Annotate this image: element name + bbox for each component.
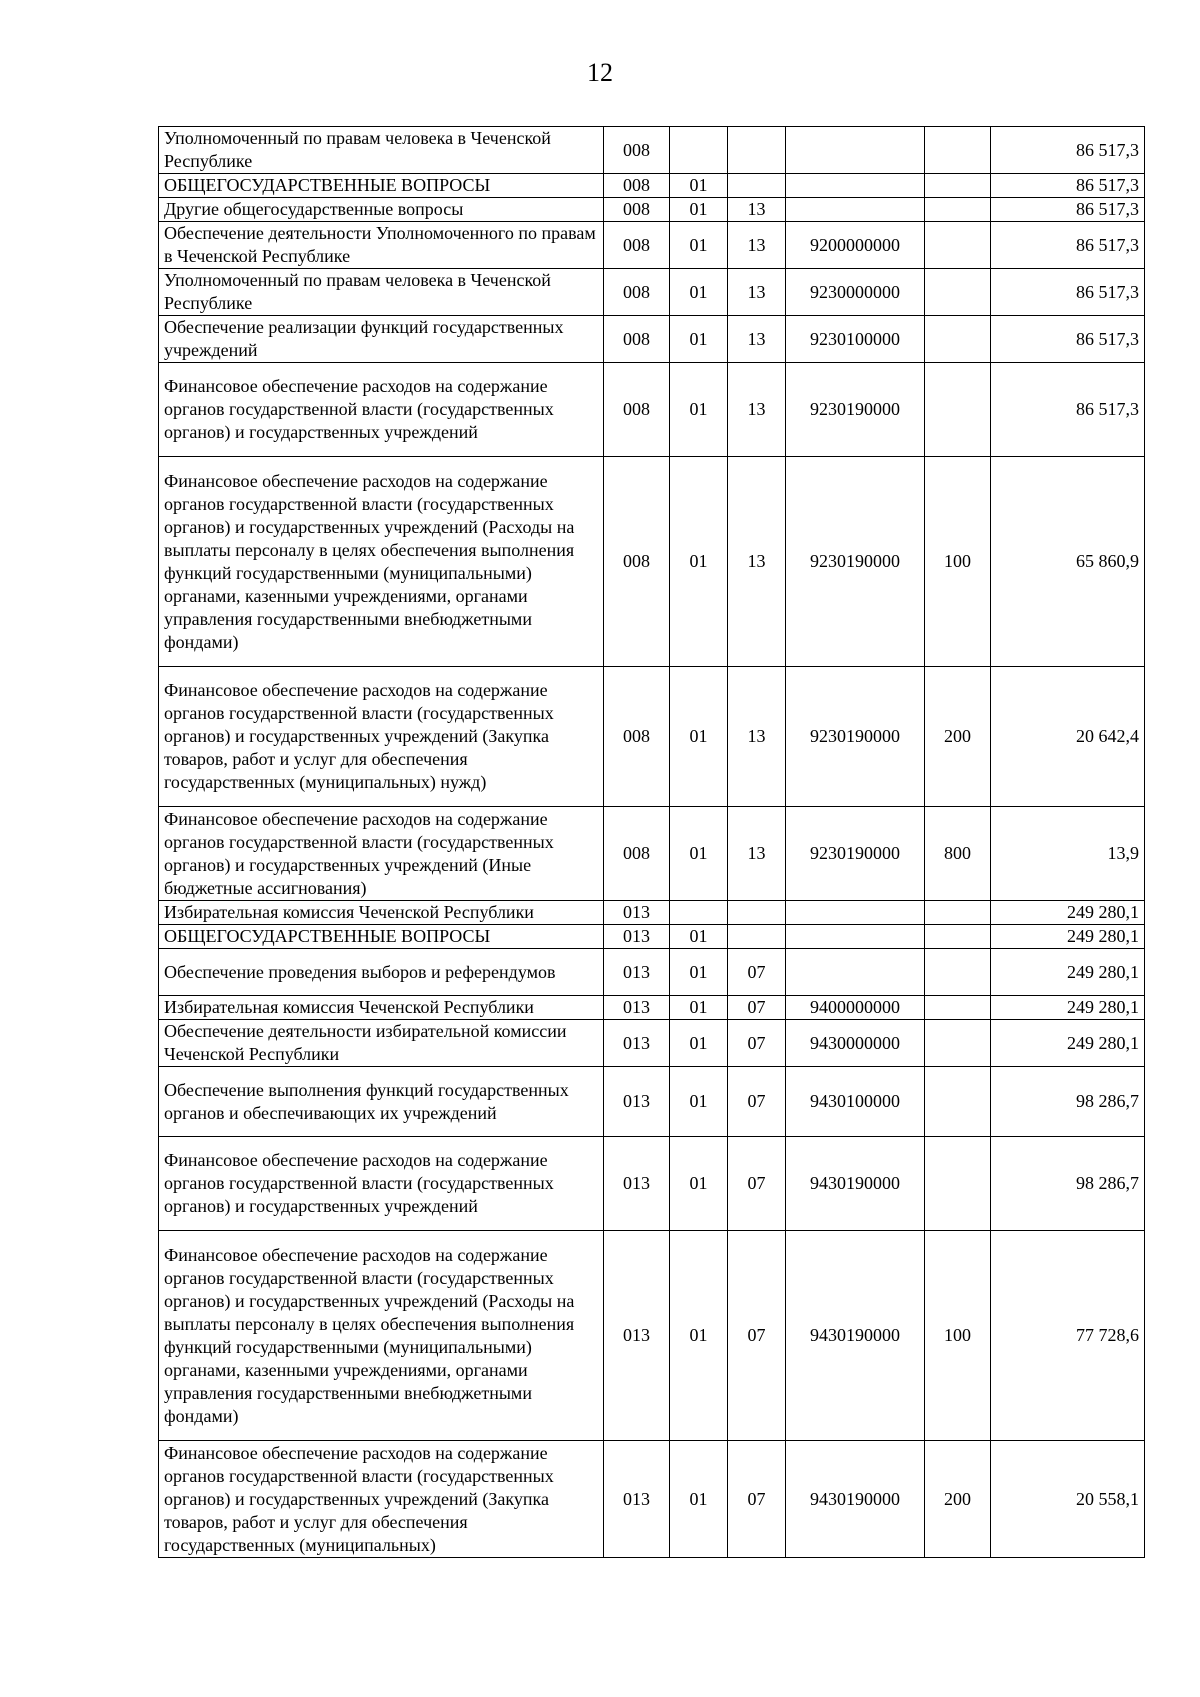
table-row xyxy=(159,949,1145,996)
amount-cell: 86 517,3 xyxy=(991,269,1145,316)
target-code-cell: 9230000000 xyxy=(786,269,925,316)
target-code-cell: 9200000000 xyxy=(786,222,925,269)
target-code-cell xyxy=(786,174,925,198)
target-code-cell: 9430190000 xyxy=(786,1441,925,1558)
expense-type-cell xyxy=(925,316,991,363)
row-name-cell: Уполномоченный по правам человека в Чеченской Республике xyxy=(159,269,604,316)
ministry-code-cell: 008 xyxy=(604,667,670,807)
subsection-code-cell: 07 xyxy=(728,1020,786,1067)
page-number: 12 xyxy=(587,58,613,87)
section-code-cell: 01 xyxy=(670,807,728,901)
row-name-cell: Другие общегосударственные вопросы xyxy=(159,198,604,222)
row-name-cell: Финансовое обеспечение расходов на содержание органов государственной власти (государственных органов) и государственных учреждений (Закупка товаров, работ и услуг для обеспечения государственных (муниципальных) нужд) xyxy=(159,667,604,807)
row-name-cell: Финансовое обеспечение расходов на содержание органов государственной власти (государственных органов) и государственных учреждений (Закупка товаров, работ и услуг для обеспечения государственных (муниципальных) xyxy=(159,1441,604,1558)
amount-cell: 98 286,7 xyxy=(991,1137,1145,1231)
table-row xyxy=(159,269,1145,316)
subsection-code-cell: 13 xyxy=(728,667,786,807)
section-code-cell: 01 xyxy=(670,1067,728,1137)
section-code-cell: 01 xyxy=(670,269,728,316)
ministry-code-cell: 008 xyxy=(604,363,670,457)
row-name-cell: Обеспечение деятельности избирательной комиссии Чеченской Республики xyxy=(159,1020,604,1067)
expense-type-cell xyxy=(925,127,991,174)
expense-type-cell: 100 xyxy=(925,1231,991,1441)
amount-cell: 20 642,4 xyxy=(991,667,1145,807)
section-code-cell: 01 xyxy=(670,222,728,269)
amount-cell: 13,9 xyxy=(991,807,1145,901)
expense-type-cell xyxy=(925,949,991,996)
table-row xyxy=(159,1020,1145,1067)
target-code-cell: 9430000000 xyxy=(786,1020,925,1067)
amount-cell: 65 860,9 xyxy=(991,457,1145,667)
expense-type-cell xyxy=(925,1020,991,1067)
ministry-code-cell: 013 xyxy=(604,996,670,1020)
ministry-code-cell: 008 xyxy=(604,269,670,316)
subsection-code-cell: 13 xyxy=(728,316,786,363)
amount-cell: 249 280,1 xyxy=(991,949,1145,996)
row-name-cell: Избирательная комиссия Чеченской Республики xyxy=(159,996,604,1020)
amount-cell: 20 558,1 xyxy=(991,1441,1145,1558)
target-code-cell: 9430190000 xyxy=(786,1137,925,1231)
ministry-code-cell: 013 xyxy=(604,1020,670,1067)
subsection-code-cell: 13 xyxy=(728,222,786,269)
subsection-code-cell: 07 xyxy=(728,1231,786,1441)
table-row xyxy=(159,901,1145,925)
section-code-cell xyxy=(670,127,728,174)
expense-type-cell: 200 xyxy=(925,667,991,807)
section-code-cell xyxy=(670,901,728,925)
budget-table xyxy=(158,126,1145,1558)
expense-type-cell xyxy=(925,1067,991,1137)
section-code-cell: 01 xyxy=(670,457,728,667)
amount-cell: 86 517,3 xyxy=(991,222,1145,269)
subsection-code-cell xyxy=(728,925,786,949)
target-code-cell: 9230100000 xyxy=(786,316,925,363)
table-row xyxy=(159,198,1145,222)
section-code-cell: 01 xyxy=(670,1020,728,1067)
row-name-cell: Финансовое обеспечение расходов на содержание органов государственной власти (государственных органов) и государственных учреждений xyxy=(159,1137,604,1231)
target-code-cell xyxy=(786,127,925,174)
table-row xyxy=(159,807,1145,901)
subsection-code-cell: 07 xyxy=(728,1067,786,1137)
section-code-cell: 01 xyxy=(670,198,728,222)
ministry-code-cell: 013 xyxy=(604,1137,670,1231)
subsection-code-cell xyxy=(728,174,786,198)
ministry-code-cell: 008 xyxy=(604,807,670,901)
section-code-cell: 01 xyxy=(670,174,728,198)
target-code-cell xyxy=(786,949,925,996)
target-code-cell: 9430100000 xyxy=(786,1067,925,1137)
expense-type-cell xyxy=(925,198,991,222)
table-row xyxy=(159,1231,1145,1441)
table-row xyxy=(159,996,1145,1020)
section-code-cell: 01 xyxy=(670,316,728,363)
table-row xyxy=(159,174,1145,198)
target-code-cell: 9230190000 xyxy=(786,457,925,667)
table-row xyxy=(159,222,1145,269)
target-code-cell: 9230190000 xyxy=(786,807,925,901)
subsection-code-cell: 13 xyxy=(728,457,786,667)
target-code-cell: 9400000000 xyxy=(786,996,925,1020)
table-row xyxy=(159,127,1145,174)
row-name-cell: Обеспечение выполнения функций государственных органов и обеспечивающих их учреждений xyxy=(159,1067,604,1137)
target-code-cell xyxy=(786,925,925,949)
row-name-cell: Обеспечение деятельности Уполномоченного по правам в Чеченской Республике xyxy=(159,222,604,269)
amount-cell: 86 517,3 xyxy=(991,174,1145,198)
section-code-cell: 01 xyxy=(670,1137,728,1231)
ministry-code-cell: 013 xyxy=(604,1067,670,1137)
section-code-cell: 01 xyxy=(670,667,728,807)
amount-cell: 86 517,3 xyxy=(991,316,1145,363)
subsection-code-cell: 13 xyxy=(728,807,786,901)
ministry-code-cell: 008 xyxy=(604,198,670,222)
expense-type-cell xyxy=(925,996,991,1020)
row-name-cell: Финансовое обеспечение расходов на содержание органов государственной власти (государственных органов) и государственных учреждений (Расходы на выплаты персоналу в целях обеспечения выполнения функций государственными (муниципальными) органами, казенными учреждениями, органами управления государственными внебюджетными фондами) xyxy=(159,457,604,667)
section-code-cell: 01 xyxy=(670,363,728,457)
row-name-cell: Обеспечение реализации функций государственных учреждений xyxy=(159,316,604,363)
target-code-cell: 9230190000 xyxy=(786,363,925,457)
expense-type-cell xyxy=(925,363,991,457)
section-code-cell: 01 xyxy=(670,949,728,996)
expense-type-cell: 100 xyxy=(925,457,991,667)
expense-type-cell xyxy=(925,901,991,925)
ministry-code-cell: 013 xyxy=(604,925,670,949)
table-row xyxy=(159,316,1145,363)
ministry-code-cell: 013 xyxy=(604,1441,670,1558)
expense-type-cell xyxy=(925,222,991,269)
amount-cell: 86 517,3 xyxy=(991,198,1145,222)
row-name-cell: Обеспечение проведения выборов и референдумов xyxy=(159,949,604,996)
subsection-code-cell: 13 xyxy=(728,363,786,457)
table-row xyxy=(159,925,1145,949)
subsection-code-cell: 13 xyxy=(728,269,786,316)
amount-cell: 98 286,7 xyxy=(991,1067,1145,1137)
expense-type-cell xyxy=(925,925,991,949)
budget-table-body xyxy=(159,127,1145,1558)
row-name-cell: Финансовое обеспечение расходов на содержание органов государственной власти (государственных органов) и государственных учреждений xyxy=(159,363,604,457)
table-row xyxy=(159,1067,1145,1137)
amount-cell: 249 280,1 xyxy=(991,901,1145,925)
target-code-cell xyxy=(786,198,925,222)
row-name-cell: ОБЩЕГОСУДАРСТВЕННЫЕ ВОПРОСЫ xyxy=(159,174,604,198)
section-code-cell: 01 xyxy=(670,1231,728,1441)
ministry-code-cell: 008 xyxy=(604,457,670,667)
table-row xyxy=(159,457,1145,667)
ministry-code-cell: 013 xyxy=(604,901,670,925)
amount-cell: 249 280,1 xyxy=(991,996,1145,1020)
amount-cell: 249 280,1 xyxy=(991,1020,1145,1067)
amount-cell: 249 280,1 xyxy=(991,925,1145,949)
target-code-cell: 9230190000 xyxy=(786,667,925,807)
table-row xyxy=(159,1137,1145,1231)
ministry-code-cell: 008 xyxy=(604,316,670,363)
table-row xyxy=(159,363,1145,457)
ministry-code-cell: 013 xyxy=(604,949,670,996)
amount-cell: 77 728,6 xyxy=(991,1231,1145,1441)
section-code-cell: 01 xyxy=(670,996,728,1020)
target-code-cell: 9430190000 xyxy=(786,1231,925,1441)
ministry-code-cell: 013 xyxy=(604,1231,670,1441)
ministry-code-cell: 008 xyxy=(604,127,670,174)
row-name-cell: Финансовое обеспечение расходов на содержание органов государственной власти (государственных органов) и государственных учреждений (Иные бюджетные ассигнования) xyxy=(159,807,604,901)
subsection-code-cell: 07 xyxy=(728,996,786,1020)
amount-cell: 86 517,3 xyxy=(991,363,1145,457)
subsection-code-cell: 07 xyxy=(728,1441,786,1558)
subsection-code-cell: 07 xyxy=(728,1137,786,1231)
amount-cell: 86 517,3 xyxy=(991,127,1145,174)
ministry-code-cell: 008 xyxy=(604,222,670,269)
section-code-cell: 01 xyxy=(670,925,728,949)
ministry-code-cell: 008 xyxy=(604,174,670,198)
subsection-code-cell xyxy=(728,127,786,174)
subsection-code-cell: 13 xyxy=(728,198,786,222)
expense-type-cell: 800 xyxy=(925,807,991,901)
expense-type-cell xyxy=(925,1137,991,1231)
expense-type-cell xyxy=(925,174,991,198)
subsection-code-cell xyxy=(728,901,786,925)
expense-type-cell: 200 xyxy=(925,1441,991,1558)
section-code-cell: 01 xyxy=(670,1441,728,1558)
subsection-code-cell: 07 xyxy=(728,949,786,996)
row-name-cell: Уполномоченный по правам человека в Чеченской Республике xyxy=(159,127,604,174)
table-row xyxy=(159,667,1145,807)
target-code-cell xyxy=(786,901,925,925)
table-row xyxy=(159,1441,1145,1558)
row-name-cell: Финансовое обеспечение расходов на содержание органов государственной власти (государственных органов) и государственных учреждений (Расходы на выплаты персоналу в целях обеспечения выполнения функций государственными (муниципальными) органами, казенными учреждениями, органами управления государственными внебюджетными фондами) xyxy=(159,1231,604,1441)
expense-type-cell xyxy=(925,269,991,316)
row-name-cell: ОБЩЕГОСУДАРСТВЕННЫЕ ВОПРОСЫ xyxy=(159,925,604,949)
row-name-cell: Избирательная комиссия Чеченской Республики xyxy=(159,901,604,925)
